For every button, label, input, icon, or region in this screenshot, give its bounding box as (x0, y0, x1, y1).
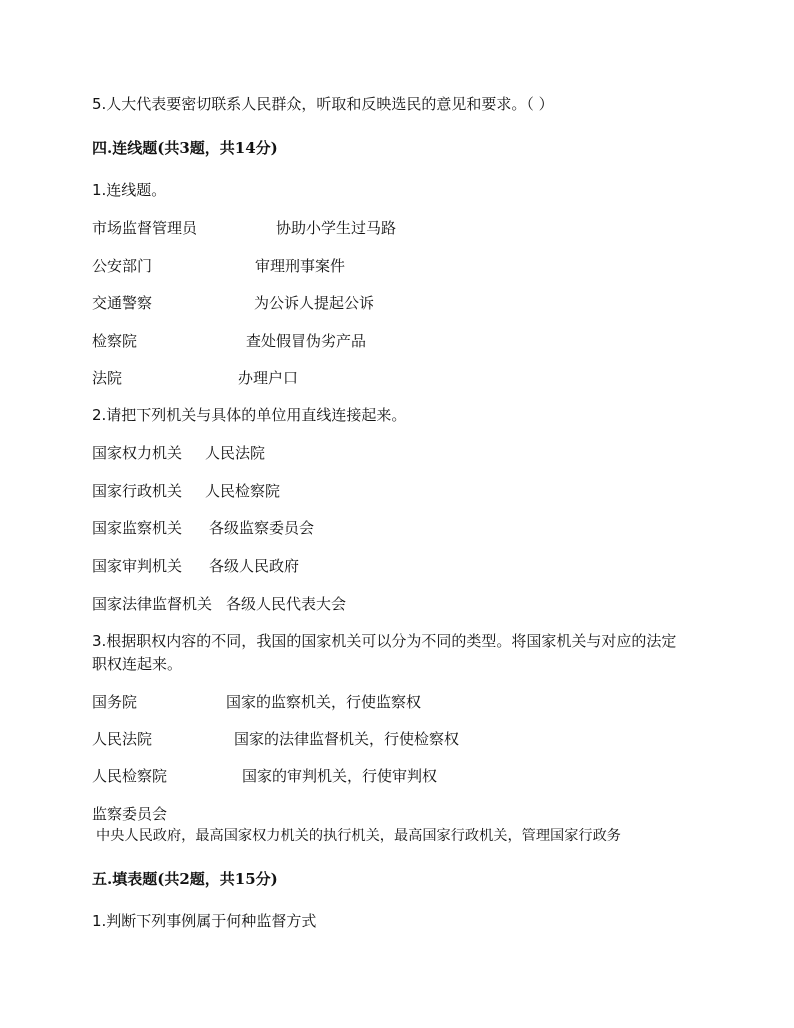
q3-right-item: 国家的法律监督机关，行使检察权 (234, 730, 460, 748)
q1-right-item: 审理刑事案件 (255, 257, 346, 275)
q1-left-item: 市场监督管理员 (92, 219, 198, 237)
q3-left-item: 监察委员会 (92, 805, 168, 823)
question-3-title-line1: 3.根据职权内容的不同，我国的国家机关可以分为不同的类型。将国家机关与对应的法定 (92, 632, 677, 650)
q1-right-item: 办理户口 (238, 369, 299, 387)
section-heading-matching: 四.连线题(共3题，共14分) (92, 139, 278, 157)
q3-right-item: 国家的监察机关，行使监察权 (226, 693, 422, 711)
q2-right-item: 人民法院 (205, 444, 266, 462)
q1-right-item: 为公诉人提起公诉 (254, 294, 375, 312)
question-2-title: 2.请把下列机关与具体的单位用直线连接起来。 (92, 406, 407, 424)
q1-left-item: 交通警察 (92, 294, 153, 312)
section5-question-1-title: 1.判断下列事例属于何种监督方式 (92, 912, 317, 930)
q2-right-item: 各级监察委员会 (209, 519, 315, 537)
q2-left-item: 国家权力机关 (92, 444, 183, 462)
q2-right-item: 人民检察院 (205, 482, 281, 500)
question-1-title: 1.连线题。 (92, 181, 167, 199)
q1-left-item: 公安部门 (92, 257, 153, 275)
q2-right-item: 各级人民政府 (209, 557, 300, 575)
q1-left-item: 检察院 (92, 332, 138, 350)
judgement-item-5: 5.人大代表要密切联系人民群众，听取和反映选民的意见和要求。（ ） (92, 95, 554, 113)
q1-right-item: 查处假冒伪劣产品 (246, 332, 367, 350)
question-3-title-line2: 职权连起来。 (92, 655, 183, 673)
q2-right-item: 各级人民代表大会 (226, 595, 347, 613)
q3-left-item: 人民法院 (92, 730, 153, 748)
q3-left-item: 人民检察院 (92, 767, 168, 785)
q1-right-item: 协助小学生过马路 (276, 219, 397, 237)
q3-left-item: 国务院 (92, 693, 138, 711)
q3-right-item: 国家的审判机关，行使审判权 (242, 767, 438, 785)
q2-left-item: 国家审判机关 (92, 557, 183, 575)
q3-right-item: 中央人民政府，最高国家权力机关的执行机关，最高国家行政机关，管理国家行政务 (96, 828, 621, 844)
section-heading-fill-table: 五.填表题(共2题，共15分) (92, 870, 278, 888)
q2-left-item: 国家法律监督机关 (92, 595, 213, 613)
q1-left-item: 法院 (92, 369, 123, 387)
q2-left-item: 国家行政机关 (92, 482, 183, 500)
q2-left-item: 国家监察机关 (92, 519, 183, 537)
